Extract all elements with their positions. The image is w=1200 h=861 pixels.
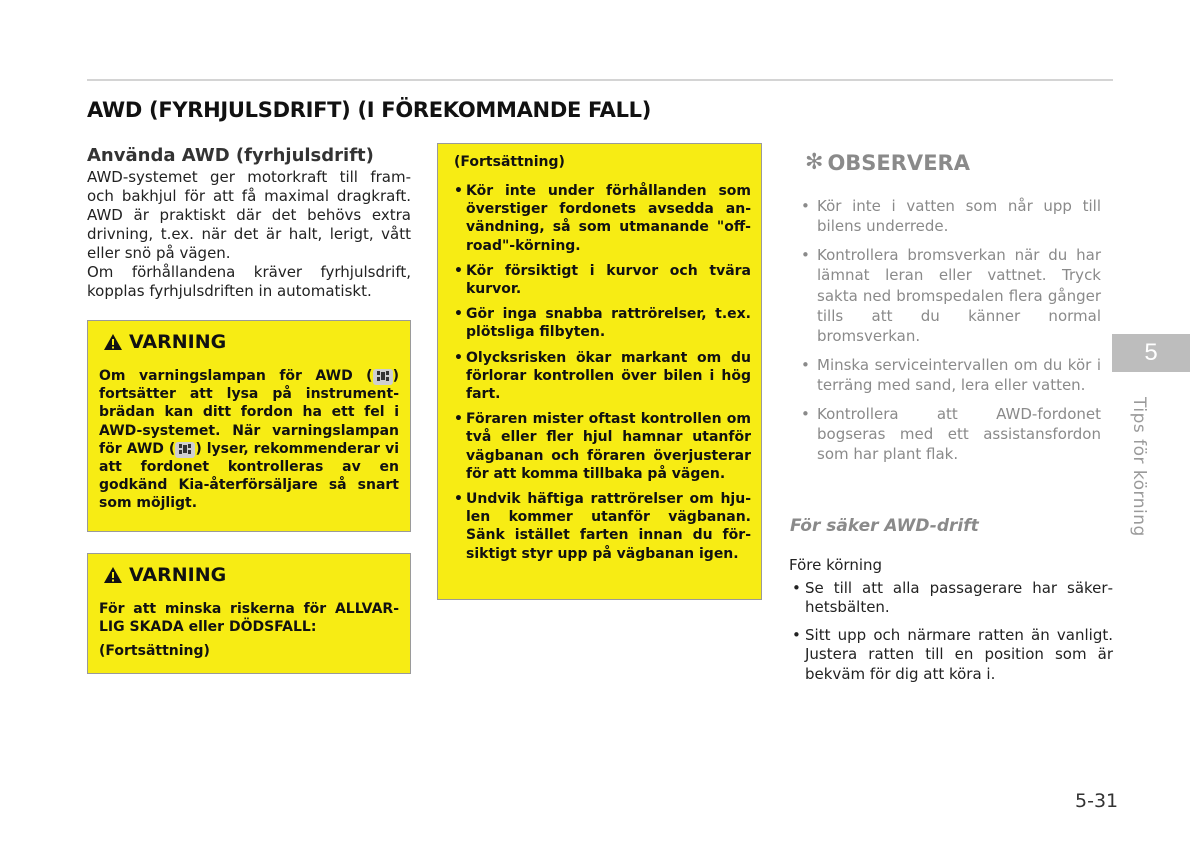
list-item: • Gör inga snabba rattrörelser, t.ex. plötsliga filbyten. xyxy=(454,305,751,341)
warning-triangle-icon xyxy=(103,566,123,584)
awd-intro-paragraph: AWD-systemet ger motorkraft till fram- och bakhjul för att få maximal dragkraft. AWD är praktiskt där det behövs extra drivning, t.ex. när det är halt, lerigt, vått eller snö på vägen. xyxy=(87,168,411,262)
warning-text xyxy=(99,367,399,513)
before-driving-list xyxy=(789,579,1113,692)
left-column xyxy=(87,144,411,301)
warning-text-part-3: ) lyser, rekommenderar vi att fordonet kontrolleras av en godkänd Kia-återförsäljare så snart som möjligt. xyxy=(99,440,399,512)
list-item: • Kör inte i vatten som når upp till bilens underrede. xyxy=(800,196,1101,237)
chapter-number: 5 xyxy=(1144,339,1158,366)
warning-continuation-box xyxy=(437,143,762,600)
warning-continued-label: (Fortsättning) xyxy=(99,643,210,660)
awd-warning-lamp-icon xyxy=(175,442,195,458)
warning-header xyxy=(103,331,399,353)
page-number: 5-31 xyxy=(1075,790,1119,812)
list-item: • Sitt upp och närmare ratten än vanligt. Justera ratten till en position som är bekväm för dig att köra i. xyxy=(789,626,1113,684)
before-driving-label: Före körning xyxy=(789,556,883,574)
list-item: • Kör inte under förhållanden som överstiger fordonets avsedda användning, så som utmanande "off-road"-körning. xyxy=(454,182,751,255)
warning-list xyxy=(454,182,751,563)
list-item: • Minska serviceintervallen om du kör i terräng med sand, lera eller vatten. xyxy=(800,355,1101,396)
warning-header xyxy=(103,564,399,586)
list-item: • Kör försiktigt i kurvor och tvära kurvor. xyxy=(454,262,751,298)
observe-asterisk-icon: ✻ xyxy=(805,150,824,175)
chapter-side-label: Tips för körning xyxy=(1129,397,1149,537)
list-item: • Föraren mister oftast kontrollen om två eller fler hjul hamnar utanför vägbanan och föraren överjusterar för att komma tillbaka på vägen. xyxy=(454,410,751,483)
header-rule xyxy=(87,79,1113,81)
list-item: • Olycksrisken ökar markant om du förlorar kontrollen över bilen i hög fart. xyxy=(454,349,751,404)
section-title: AWD (FYRHJULSDRIFT) (I FÖREKOMMANDE FALL) xyxy=(87,98,652,122)
warning-title: VARNING xyxy=(129,564,227,586)
list-item: • Undvik häftiga rattrörelser om hjulen kommer utanför vägbanan. Sänk istället farten innan du försiktigt styr upp på vägbanan igen. xyxy=(454,490,751,563)
warning-box-awd-lamp xyxy=(87,320,411,532)
observe-header xyxy=(805,150,970,175)
awd-usage-heading: Använda AWD (fyrhjulsdrift) xyxy=(87,145,374,166)
list-item: • Se till att alla passagerare har säkerhetsbälten. xyxy=(789,579,1113,618)
warning-title: VARNING xyxy=(129,331,227,353)
list-item: • Kontrollera bromsverkan när du har lämnat leran eller vattnet. Tryck sakta ned bromspedalen flera gånger tills att du känner normal bromsverkan. xyxy=(800,245,1101,347)
list-item: • Kontrollera att AWD-fordonet bogseras med ett assistansfordon som har plant flak. xyxy=(800,404,1101,465)
warning-text-part-1: Om varningslampan för AWD ( xyxy=(99,368,373,384)
awd-warning-lamp-icon xyxy=(373,369,393,385)
continued-label: (Fortsättning) xyxy=(454,154,565,170)
observe-title: OBSERVERA xyxy=(827,150,970,175)
safe-awd-heading: För säker AWD-drift xyxy=(790,516,979,536)
awd-auto-paragraph: Om förhållandena kräver fyrhjulsdrift, kopplas fyrhjulsdriften in automatiskt. xyxy=(87,263,411,300)
chapter-tab xyxy=(1112,334,1190,372)
warning-text-part-2: ) fortsätter att lysa på instrumentbrädan kan ditt fordon ha ett fel i AWD-systemet. När varningslampan för AWD ( xyxy=(99,368,399,457)
warning-triangle-icon xyxy=(103,333,123,351)
warning-text: För att minska riskerna för ALLVARLIG SKADA eller DÖDSFALL: xyxy=(99,601,399,636)
warning-box-serious-injury xyxy=(87,553,411,674)
observe-list xyxy=(800,196,1101,473)
